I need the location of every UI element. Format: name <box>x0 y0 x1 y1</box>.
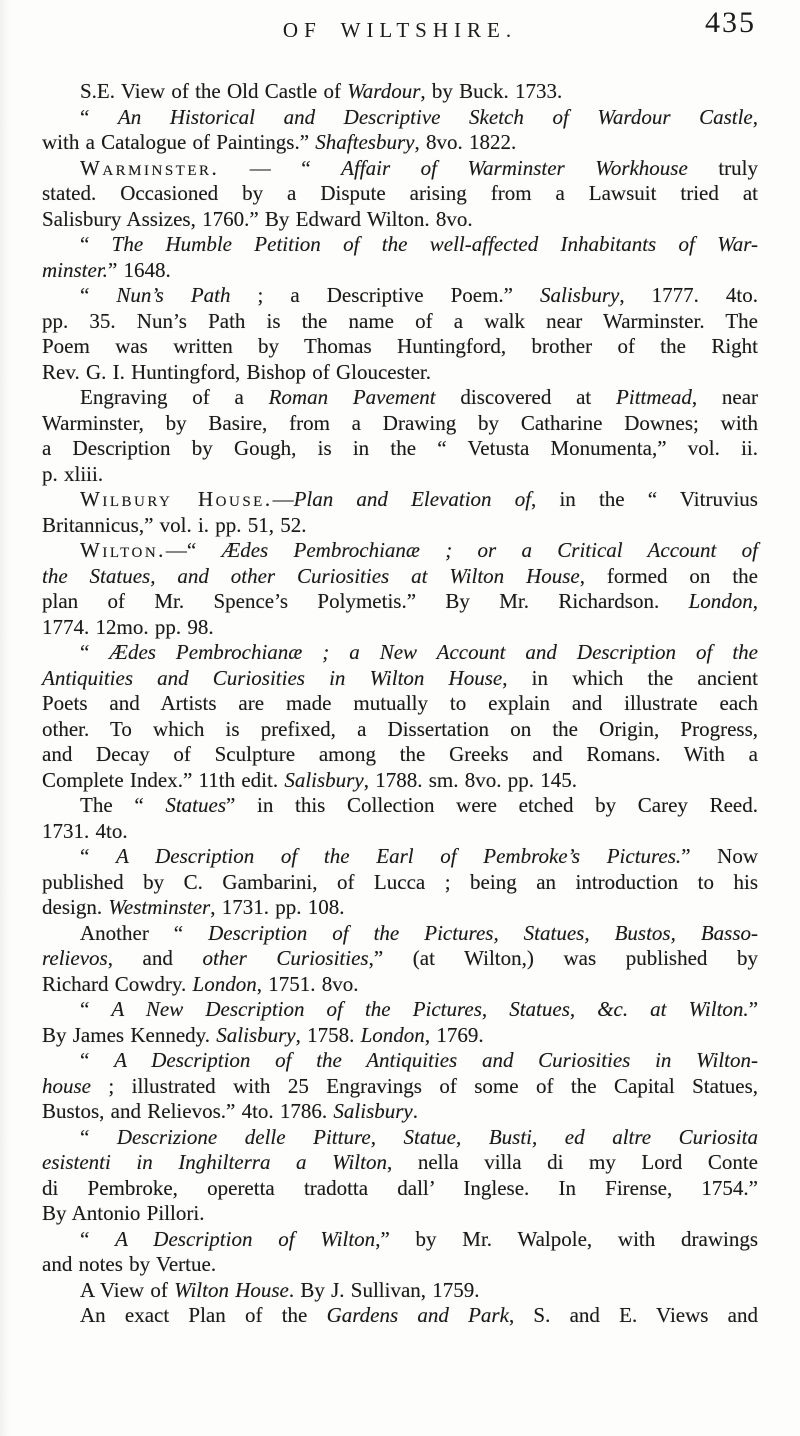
paragraph <box>42 385 758 487</box>
text-line <box>42 768 758 794</box>
text-run: truly <box>687 155 758 180</box>
text-run: , and <box>107 946 203 970</box>
text-line <box>42 844 758 870</box>
text-run: ” in this Collection were etched by Carey Reed. <box>226 793 758 817</box>
text-line <box>42 691 758 717</box>
text-line <box>42 79 758 105</box>
text-line <box>42 385 758 411</box>
text-line <box>42 997 758 1023</box>
text-line <box>42 1048 758 1074</box>
italic-text-run: Westminster <box>108 895 211 919</box>
text-line <box>42 870 758 896</box>
text-run: a Description by Gough, is in the “ Vetusta Monumenta,” vol. ii. <box>42 436 758 460</box>
text-line <box>42 156 758 182</box>
page-body <box>42 79 758 1329</box>
italic-text-run: Affair of Warminster Workhouse <box>341 155 688 180</box>
text-line <box>42 232 758 258</box>
text-run: pp. 35. Nun’s Path is the name of a walk near Warminster. The <box>42 308 758 333</box>
text-run: , 1751. 8vo. <box>256 971 359 996</box>
text-line <box>42 436 758 462</box>
italic-text-run: A Description of the Earl of Pembroke’s Pictures. <box>116 844 682 868</box>
italic-text-run: esistenti in Inghilterra a Wilton <box>42 1150 387 1174</box>
text-run: Complete Index.” 11th edit. <box>42 767 285 792</box>
text-line <box>42 921 758 947</box>
smallcaps-text-run: Warminster. <box>80 155 220 180</box>
text-line <box>42 1201 758 1227</box>
paragraph <box>42 640 758 793</box>
page-number: 435 <box>705 6 756 39</box>
text-line <box>42 1099 758 1125</box>
text-line <box>42 411 758 437</box>
page-header <box>42 6 758 43</box>
text-run: plan of Mr. Spence’s Polymetis.” By Mr. Richardson. <box>42 589 689 613</box>
text-run: ” Now <box>681 844 759 868</box>
text-line <box>42 717 758 743</box>
italic-text-run: Description of the Pictures, Statues, Bustos, Basso- <box>208 920 758 945</box>
text-line <box>42 513 758 539</box>
text-run: Poets and Artists are made mutually to explain and illustrate each <box>42 691 758 715</box>
paragraph <box>42 921 758 998</box>
running-title: OF WILTSHIRE. <box>282 18 518 42</box>
text-run: . <box>412 1099 418 1123</box>
italic-text-run: A Description of Wilton <box>115 1226 376 1251</box>
italic-text-run: Ædes Pembrochianæ ; a New Account and Description of the <box>109 640 758 664</box>
text-run: Warminster, by Basire, from a Drawing by Catharine Downes; with <box>42 410 758 435</box>
text-line <box>42 105 758 131</box>
text-run: “ <box>80 232 112 256</box>
italic-text-run: the Statues, and other Curiosities at Wilton House <box>42 563 580 588</box>
paragraph <box>42 1303 758 1329</box>
text-run: “ <box>80 104 118 129</box>
text-line <box>42 360 758 386</box>
text-run: ” 1648. <box>107 257 171 282</box>
text-run: By James Kennedy. <box>42 1022 217 1047</box>
text-run: , 1758. <box>295 1022 361 1047</box>
text-run: , 1777. 4to. <box>619 283 758 307</box>
paragraph <box>42 156 758 233</box>
text-run: Britannicus,” vol. i. pp. 51, 52. <box>42 512 307 537</box>
smallcaps-text-run: Wilbury House. <box>80 487 273 511</box>
text-run: “ <box>80 283 117 307</box>
paragraph <box>42 487 758 538</box>
paragraph <box>42 538 758 640</box>
text-line <box>42 793 758 819</box>
text-line <box>42 946 758 972</box>
text-run: ,” (at Wilton,) was published by <box>368 946 759 970</box>
text-run: “ <box>80 1124 117 1149</box>
paragraph <box>42 1278 758 1304</box>
text-run: “ <box>80 844 116 868</box>
italic-text-run: A Description of the Antiquities and Curiosities in Wilton- <box>114 1048 758 1072</box>
text-run: — “ <box>219 155 342 180</box>
italic-text-run: minster. <box>42 257 108 282</box>
text-run: Richard Cowdry. <box>42 971 193 996</box>
text-run: Rev. G. I. Huntingford, Bishop of Gloucester. <box>42 359 432 384</box>
text-run: An exact Plan of the <box>80 1303 327 1327</box>
italic-text-run: An Historical and Descriptive Sketch of Wardour Castle, <box>117 104 758 129</box>
text-line <box>42 972 758 998</box>
italic-text-run: Wilton House <box>174 1277 289 1302</box>
text-line <box>42 1150 758 1176</box>
text-line <box>42 742 758 768</box>
text-run: “ <box>80 1048 115 1072</box>
text-run: S.E. View of the Old Castle of <box>80 79 348 103</box>
text-line <box>42 564 758 590</box>
paragraph <box>42 1125 758 1227</box>
text-line <box>42 130 758 156</box>
text-run: with a Catalogue of Paintings.” <box>42 130 316 154</box>
text-line <box>42 1278 758 1304</box>
text-run: Another “ <box>80 920 209 945</box>
text-run: , nella villa di my Lord Conte <box>386 1150 758 1174</box>
paragraph <box>42 105 758 156</box>
smallcaps-text-run: Wilton. <box>80 538 166 562</box>
text-line <box>42 181 758 207</box>
text-line <box>42 487 758 513</box>
text-run: , S. and E. Views and <box>508 1303 758 1327</box>
text-run: , <box>752 589 758 613</box>
text-run: p. xliii. <box>42 461 104 486</box>
text-line <box>42 1252 758 1278</box>
text-line <box>42 895 758 921</box>
italic-text-run: Statues <box>165 793 226 817</box>
italic-text-run: relievos <box>42 946 108 970</box>
text-run: di Pembroke, operetta tradotta dall’ Inglese. In Firense, 1754.” <box>42 1175 758 1200</box>
text-run: other. To which is prefixed, a Dissertation on the Origin, Progress, <box>42 716 758 741</box>
italic-text-run: Salisbury <box>333 1099 413 1123</box>
paragraph <box>42 232 758 283</box>
italic-text-run: Wardour <box>347 79 421 103</box>
italic-text-run: Pittmead <box>616 385 692 409</box>
italic-text-run: Plan and Elevation of <box>293 487 532 511</box>
text-run: , 1788. sm. 8vo. pp. 145. <box>363 767 577 792</box>
text-run: ,” by Mr. Walpole, with drawings <box>375 1226 759 1251</box>
text-run: ; a Descriptive Poem.” <box>230 283 541 307</box>
text-line <box>42 538 758 564</box>
text-run: Salisbury Assizes, 1760.” By Edward Wilton. 8vo. <box>42 206 473 231</box>
text-line <box>42 334 758 360</box>
text-line <box>42 640 758 666</box>
paragraph <box>42 793 758 844</box>
italic-text-run: London <box>192 971 257 996</box>
text-line <box>42 1023 758 1049</box>
text-line <box>42 1303 758 1329</box>
text-run: , near <box>691 385 759 409</box>
text-line <box>42 207 758 233</box>
italic-text-run: London <box>360 1022 425 1047</box>
italic-text-run: Salisbury <box>540 283 620 307</box>
text-run: By Antonio Pillori. <box>42 1201 205 1225</box>
text-line <box>42 309 758 335</box>
text-run: stated. Occasioned by a Dispute arising from a Lawsuit tried at <box>42 181 758 205</box>
text-line <box>42 589 758 615</box>
text-run: The “ <box>80 793 166 817</box>
text-run: , 8vo. 1822. <box>414 130 517 154</box>
text-line <box>42 1125 758 1151</box>
italic-text-run: Salisbury <box>216 1022 296 1047</box>
text-run: 1774. 12mo. pp. 98. <box>42 614 214 639</box>
italic-text-run: Descrizione delle Pitture, Statue, Busti, ed altre Curiosita <box>116 1124 758 1149</box>
italic-text-run: Salisbury <box>284 767 364 792</box>
italic-text-run: Ædes Pembrochianæ ; or a Critical Account of <box>221 538 759 562</box>
text-line <box>42 258 758 284</box>
text-run: Engraving of a <box>80 385 269 409</box>
text-run: , 1731. pp. 108. <box>210 895 345 919</box>
paragraph <box>42 1227 758 1278</box>
paragraph <box>42 283 758 385</box>
text-run: ; illustrated with 25 Engravings of some of the Capital Statues, <box>91 1073 758 1098</box>
text-run: , formed on the <box>579 563 758 588</box>
text-run: published by C. Gambarini, of Lucca ; being an introduction to his <box>42 869 758 894</box>
text-run: —“ <box>165 538 222 562</box>
paragraph <box>42 1048 758 1125</box>
paragraph <box>42 79 758 105</box>
paragraph <box>42 997 758 1048</box>
text-run: and Decay of Sculpture among the Greeks and Romans. With a <box>42 742 758 766</box>
text-run: design. <box>42 895 109 919</box>
text-run: discovered at <box>435 385 617 409</box>
text-line <box>42 1074 758 1100</box>
text-run: Poem was written by Thomas Huntingford, brother of the Right <box>42 334 758 358</box>
italic-text-run: Gardens and Park <box>326 1303 509 1327</box>
text-run: . By J. Sullivan, 1759. <box>288 1277 480 1302</box>
text-line <box>42 1176 758 1202</box>
text-run: , in which the ancient <box>502 665 758 690</box>
text-run: 1731. 4to. <box>42 818 128 843</box>
text-run: ” <box>748 997 759 1021</box>
italic-text-run: house <box>42 1073 91 1098</box>
italic-text-run: Antiquities and Curiosities in Wilton House <box>42 665 503 690</box>
paragraph <box>42 844 758 921</box>
text-run: and notes by Vertue. <box>42 1252 217 1276</box>
text-line <box>42 1227 758 1253</box>
italic-text-run: other Curiosities <box>202 946 369 970</box>
text-line <box>42 819 758 845</box>
text-line <box>42 283 758 309</box>
text-line <box>42 666 758 692</box>
text-run: — <box>272 487 294 511</box>
italic-text-run: London <box>688 589 753 613</box>
text-run: Bustos, and Relievos.” 4to. 1786. <box>42 1099 334 1123</box>
text-line <box>42 615 758 641</box>
text-run: , by Buck. 1733. <box>420 79 563 103</box>
text-run: “ <box>80 1226 116 1251</box>
text-run: , 1769. <box>424 1022 484 1047</box>
text-run: “ <box>80 997 112 1021</box>
italic-text-run: The Humble Petition of the well-affected Inhabitants of War- <box>111 232 758 256</box>
text-line <box>42 462 758 488</box>
italic-text-run: Shaftesbury <box>315 130 415 154</box>
text-run: “ <box>80 640 110 664</box>
text-run: A View of <box>80 1277 175 1302</box>
text-run: , in the “ Vitruvius <box>531 487 758 511</box>
italic-text-run: Roman Pavement <box>268 385 436 409</box>
italic-text-run: Nun’s Path <box>116 283 231 307</box>
italic-text-run: A New Description of the Pictures, Statues, &c. at Wilton. <box>111 997 749 1021</box>
